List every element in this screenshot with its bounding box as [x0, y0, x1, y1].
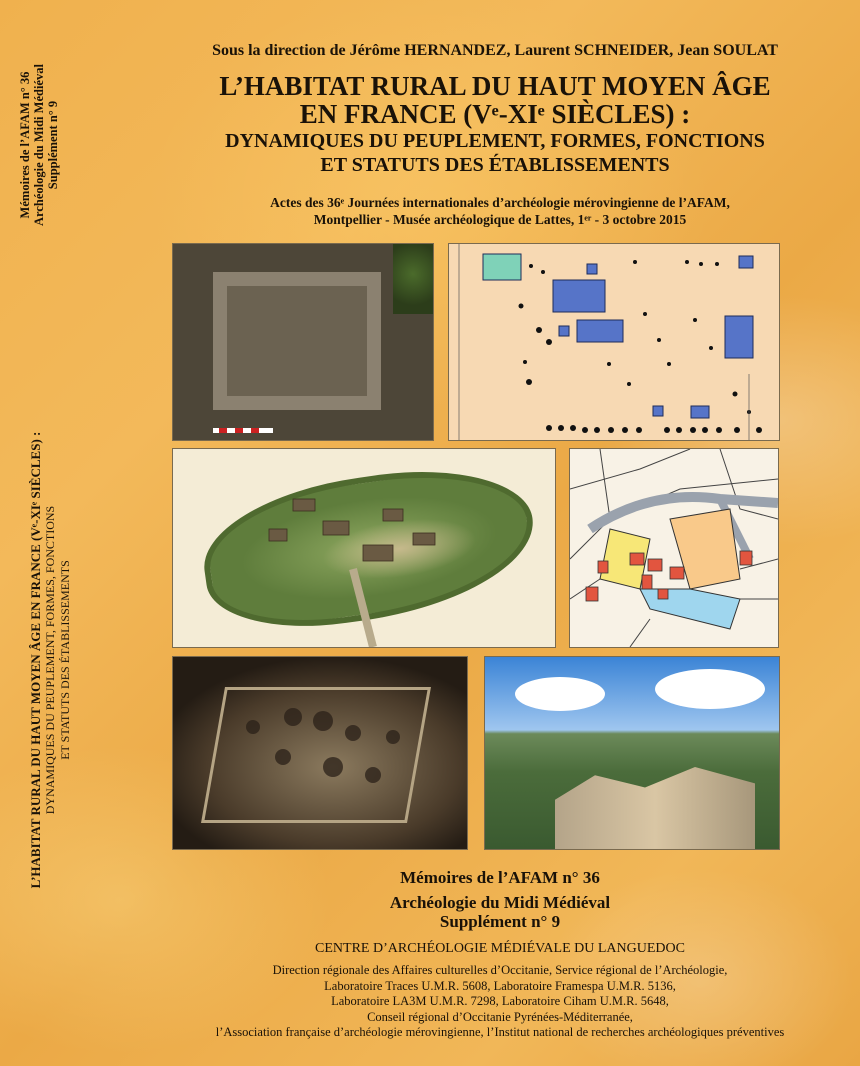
- landscape-photo: [484, 656, 780, 850]
- excavation-photo: [172, 243, 434, 441]
- editors-line: Sous la direction de Jérôme HERNANDEZ, Laurent SCHNEIDER, Jean SOULAT: [212, 42, 778, 59]
- village-illustration: [172, 448, 556, 648]
- spine-bottom-line3: ET STATUTS DES ÉTABLISSEMENTS: [58, 560, 72, 760]
- proceedings-info: [140, 194, 860, 228]
- title-line2: EN FRANCE (Vᵉ-XIᵉ SIÈCLES) :: [299, 99, 691, 129]
- subtitle-line2: ET STATUTS DES ÉTABLISSEMENTS: [320, 154, 670, 176]
- spine-top-line2: Archéologie du Midi Médiéval: [32, 64, 46, 226]
- credit-line: l’Association française d’archéologie mérovingienne, l’Institut national de recherches archéologiques préventives: [215, 1025, 785, 1039]
- proceedings-line1: Actes des 36ᵉ Journées internationales d’archéologie mérovingienne de l’AFAM,: [270, 195, 730, 210]
- credit-line: Direction régionale des Affaires culturelles d’Occitanie, Service régional de l’Archéologie,: [272, 963, 728, 977]
- spine-bottom-line1: L’HABITAT RURAL DU HAUT MOYEN ÂGE EN FRANCE (Vᵉ-XIᵉ SIÈCLES) :: [28, 431, 43, 889]
- spine-top-text: [18, 30, 60, 260]
- supplement-number: Supplément n° 9: [439, 912, 561, 931]
- spine-bottom-line2: DYNAMIQUES DU PEUPLEMENT, FORMES, FONCTIONS: [43, 505, 57, 815]
- title-line1: L’HABITAT RURAL DU HAUT MOYEN ÂGE: [219, 71, 771, 101]
- credits: [140, 963, 860, 1041]
- credit-line: Conseil régional d’Occitanie Pyrénées-Méditerranée,: [367, 1009, 633, 1024]
- series-title: [140, 893, 860, 931]
- publisher: CENTRE D’ARCHÉOLOGIE MÉDIÉVALE DU LANGUEDOC: [315, 941, 685, 956]
- series-name: Archéologie du Midi Médiéval: [389, 893, 611, 912]
- credit-line: Laboratoire LA3M U.M.R. 7298, Laboratoire Ciham U.M.R. 5648,: [331, 994, 669, 1008]
- series-number: Mémoires de l’AFAM n° 36: [400, 868, 600, 887]
- spine-top-line1: Mémoires de l’AFAM n° 36: [18, 71, 32, 219]
- site-plan: [448, 243, 780, 441]
- cloud: [515, 677, 605, 711]
- proceedings-line2: Montpellier - Musée archéologique de Lattes, 1ᵉʳ - 3 octobre 2015: [313, 212, 687, 227]
- scale-bar: [173, 244, 433, 440]
- credit-line: Laboratoire Traces U.M.R. 5608, Laboratoire Framespa U.M.R. 5136,: [324, 978, 676, 993]
- spine-bottom-text: [28, 380, 73, 940]
- site-plan-drawing: [449, 244, 779, 440]
- village-buildings: [173, 449, 555, 647]
- spine-top-line3: Supplément n° 9: [46, 100, 60, 190]
- pits: [173, 657, 467, 849]
- book-title: [130, 72, 860, 176]
- parcel-map-drawing: [570, 449, 778, 647]
- subtitle-line1: DYNAMIQUES DU PEUPLEMENT, FORMES, FONCTIONS: [225, 130, 765, 152]
- parcel-map: [569, 448, 779, 648]
- cloud: [655, 669, 765, 709]
- limestone-cliff: [555, 767, 755, 849]
- aerial-excavation-photo: [172, 656, 468, 850]
